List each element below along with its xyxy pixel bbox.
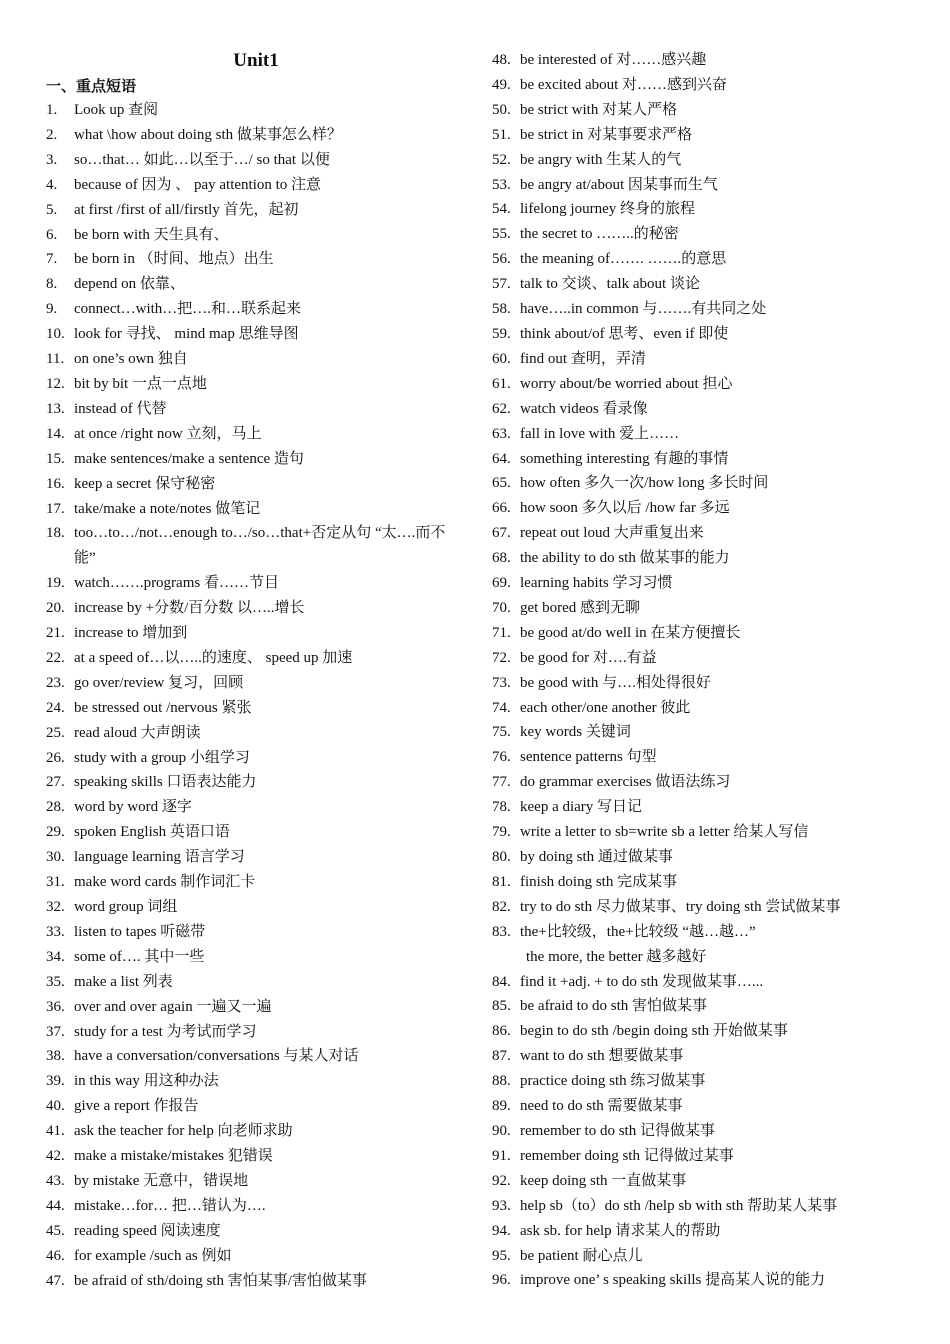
item-number: 60. [492, 350, 511, 367]
item-number: 62. [492, 400, 511, 417]
item-number: 8. [46, 276, 58, 293]
item-number: 36. [46, 998, 65, 1015]
item-text: remember to do sth 记得做某事 [520, 1122, 715, 1139]
phrase-item [492, 646, 912, 671]
item-number: 14. [46, 425, 65, 442]
item-text: have a conversation/conversations 与某人对话 [74, 1048, 359, 1065]
phrase-item [492, 422, 912, 447]
item-number: 57. [492, 276, 511, 293]
phrase-item [492, 1144, 912, 1169]
item-text: too…to…/not…enough to…/so…that+否定从句 “太….而不能” [74, 525, 446, 567]
item-number: 80. [492, 849, 511, 865]
item-number: 90. [492, 1122, 511, 1139]
phrase-item [46, 1020, 466, 1045]
phrase-item [492, 770, 912, 795]
item-number: 71. [492, 624, 511, 641]
item-number: 52. [492, 151, 511, 168]
phrase-item [46, 297, 466, 322]
item-text: be interested of 对……感兴趣 [520, 52, 707, 68]
item-text: at once /right now 立刻，马上 [74, 425, 262, 442]
phrase-item [46, 870, 466, 895]
phrase-item [492, 870, 912, 895]
item-text: instead of 代替 [74, 400, 167, 417]
item-number: 30. [46, 849, 65, 866]
item-text: the+比较级，the+比较级 “越…越…” [520, 923, 756, 940]
phrase-item [46, 1169, 466, 1194]
item-number: 78. [492, 799, 511, 816]
phrase-item [46, 472, 466, 497]
item-text: the ability to do sth 做某事的能力 [520, 550, 730, 567]
item-text: be born in （时间、地点）出生 [74, 251, 274, 268]
item-number: 74. [492, 699, 511, 716]
item-text: in this way 用这种办法 [74, 1073, 219, 1090]
item-number: 48. [492, 52, 511, 68]
item-number: 54. [492, 201, 511, 218]
item-number: 46. [46, 1247, 65, 1264]
item-text: study with a group 小组学习 [74, 749, 250, 766]
item-number: 7. [46, 251, 58, 268]
phrase-item [46, 920, 466, 945]
item-text: keep doing sth 一直做某事 [520, 1172, 687, 1189]
item-text: improve one’ s speaking skills 提高某人说的能力 [520, 1272, 826, 1289]
phrase-item [46, 820, 466, 845]
phrase-item [492, 895, 912, 920]
phrase-item [492, 970, 912, 995]
item-text: watch…….programs 看……节目 [74, 575, 279, 592]
phrase-item [492, 272, 912, 297]
item-number: 45. [46, 1222, 65, 1239]
item-text: by mistake 无意中，错误地 [74, 1172, 249, 1189]
item-number: 1. [46, 102, 58, 118]
item-text: what \how about doing sth 做某事怎么样？ [74, 126, 342, 143]
phrase-item [46, 646, 466, 671]
item-text: be born with 天生具有、 [74, 226, 229, 243]
item-text: word by word 逐字 [74, 799, 192, 816]
item-number: 43. [46, 1172, 65, 1189]
phrase-item [492, 1044, 912, 1069]
item-text: need to do sth 需要做某事 [520, 1098, 683, 1115]
phrase-item [46, 447, 466, 472]
item-number: 86. [492, 1023, 511, 1040]
item-number: 27. [46, 774, 65, 791]
item-text: connect…with…把….和…联系起来 [74, 301, 302, 318]
item-text: key words 关键词 [520, 724, 631, 741]
item-number: 75. [492, 724, 511, 741]
item-number: 89. [492, 1098, 511, 1115]
item-text: bit by bit 一点一点地 [74, 375, 207, 392]
phrase-item [492, 247, 912, 272]
item-text: find it +adj. + to do sth 发现做某事…... [520, 973, 764, 990]
item-number: 21. [46, 625, 65, 642]
item-text: speaking skills 口语表达能力 [74, 774, 257, 791]
item-text: some of…. 其中一些 [74, 948, 205, 965]
phrase-item [492, 1169, 912, 1194]
phrase-item [492, 297, 912, 322]
item-number: 3. [46, 151, 58, 168]
phrase-item [46, 422, 466, 447]
phrase-item [46, 621, 466, 646]
item-text: be excited about 对……感到兴奋 [520, 76, 728, 93]
item-text: increase to 增加到 [74, 625, 188, 642]
item-number: 22. [46, 649, 65, 666]
item-number: 34. [46, 948, 65, 965]
item-number: 17. [46, 500, 65, 517]
item-text: each other/one another 彼此 [520, 699, 691, 716]
phrase-item [46, 746, 466, 771]
item-number: 91. [492, 1147, 511, 1164]
item-text: over and over again 一遍又一遍 [74, 998, 272, 1015]
item-text: have…..in common 与…….有共同之处 [520, 301, 767, 318]
item-text: worry about/be worried about 担心 [520, 375, 733, 392]
phrase-item [46, 1244, 466, 1269]
item-number: 10. [46, 326, 65, 343]
item-text: go over/review 复习，回顾 [74, 674, 244, 691]
item-number: 84. [492, 973, 511, 990]
phrase-item [46, 1094, 466, 1119]
item-text: language learning 语言学习 [74, 849, 245, 866]
phrase-item [46, 671, 466, 696]
item-text: keep a secret 保守秘密 [74, 475, 216, 492]
item-text: because of 因为 、 pay attention to 注意 [74, 176, 322, 193]
item-text: how soon 多久以后 /how far 多远 [520, 500, 730, 517]
item-text: watch videos 看录像 [520, 400, 648, 417]
item-text: do grammar exercises 做语法练习 [520, 774, 731, 791]
phrase-list-right [492, 48, 912, 1293]
phrase-item [46, 1119, 466, 1144]
phrase-item [492, 546, 912, 571]
item-number: 61. [492, 375, 511, 392]
item-number: 23. [46, 674, 65, 691]
item-number: 33. [46, 923, 65, 940]
phrase-item [492, 397, 912, 422]
item-text: be good with 与….相处得很好 [520, 674, 711, 691]
item-number: 68. [492, 550, 511, 567]
item-text: ask the teacher for help 向老师求助 [74, 1123, 293, 1140]
item-number: 47. [46, 1272, 65, 1289]
item-number: 69. [492, 575, 511, 592]
phrase-item [492, 795, 912, 820]
item-text: be stressed out /nervous 紧张 [74, 699, 252, 716]
item-text: lifelong journey 终身的旅程 [520, 201, 695, 218]
item-text: so…that… 如此…以至于…/ so that 以便 [74, 151, 330, 168]
phrase-item [492, 372, 912, 397]
phrase-item [492, 1019, 912, 1044]
item-number: 41. [46, 1123, 65, 1140]
item-number: 95. [492, 1247, 511, 1264]
item-text: sentence patterns 句型 [520, 749, 657, 766]
phrase-item [46, 1194, 466, 1219]
item-text: something interesting 有趣的事情 [520, 450, 729, 467]
phrase-item [492, 1268, 912, 1293]
item-number: 18. [46, 525, 65, 542]
phrase-item [46, 845, 466, 870]
phrase-list-left [46, 98, 466, 1294]
phrase-item [492, 820, 912, 845]
item-number: 66. [492, 500, 511, 517]
item-number: 51. [492, 126, 511, 143]
item-number: 96. [492, 1272, 511, 1289]
item-text: talk to 交谈、talk about 谈论 [520, 276, 700, 293]
phrase-item [46, 696, 466, 721]
item-number: 76. [492, 749, 511, 766]
phrase-item [492, 148, 912, 173]
phrase-item [492, 73, 912, 98]
item-number: 6. [46, 226, 58, 243]
phrase-item [46, 571, 466, 596]
phrase-item [492, 720, 912, 745]
item-number: 20. [46, 600, 65, 617]
phrase-item [492, 1244, 912, 1269]
item-number: 2. [46, 126, 58, 143]
item-text: make sentences/make a sentence 造句 [74, 450, 304, 467]
left-column [46, 48, 466, 1294]
phrase-item [492, 347, 912, 372]
item-text: Look up 查阅 [74, 102, 159, 118]
item-text: remember doing sth 记得做过某事 [520, 1147, 734, 1164]
item-number: 37. [46, 1023, 65, 1040]
item-text: make word cards 制作词汇卡 [74, 874, 256, 891]
item-text: be angry at/about 因某事而生气 [520, 176, 718, 193]
item-number: 11. [46, 351, 65, 368]
phrase-item [492, 1069, 912, 1094]
item-number: 85. [492, 998, 511, 1015]
phrase-item [46, 372, 466, 397]
item-text: be good for 对….有益 [520, 649, 657, 666]
phrase-item [492, 471, 912, 496]
item-number: 9. [46, 301, 58, 318]
item-number: 70. [492, 599, 511, 616]
item-number: 81. [492, 873, 511, 890]
item-number: 93. [492, 1197, 511, 1214]
phrase-item [492, 521, 912, 546]
item-text: learning habits 学习习惯 [520, 575, 673, 592]
item-text: depend on 依靠、 [74, 276, 185, 293]
phrase-item [492, 322, 912, 347]
phrase-item [46, 970, 466, 995]
phrase-item [46, 198, 466, 223]
phrase-item [492, 920, 912, 945]
unit-title: Unit1 [233, 50, 279, 71]
item-text: by doing sth 通过做某事 [520, 849, 673, 865]
phrase-item [46, 795, 466, 820]
item-number: 25. [46, 724, 65, 741]
phrase-item [492, 696, 912, 721]
item-number: 65. [492, 475, 511, 492]
item-text: be strict in 对某事要求严格 [520, 126, 693, 143]
phrase-item [492, 447, 912, 472]
phrase-item [46, 895, 466, 920]
phrase-item [492, 596, 912, 621]
item-number: 67. [492, 525, 511, 542]
item-number: 28. [46, 799, 65, 816]
phrase-item [492, 222, 912, 247]
phrase-item [46, 98, 466, 123]
item-text: word group 词组 [74, 899, 178, 915]
item-number: 44. [46, 1197, 65, 1214]
phrase-item [46, 347, 466, 372]
item-number: 53. [492, 176, 511, 193]
item-number: 56. [492, 251, 511, 268]
item-text: reading speed 阅读速度 [74, 1222, 221, 1239]
item-number: 26. [46, 749, 65, 766]
item-number: 59. [492, 325, 511, 342]
item-text: practice doing sth 练习做某事 [520, 1073, 706, 1090]
phrase-item [46, 1069, 466, 1094]
item-text: want to do sth 想要做某事 [520, 1048, 684, 1065]
item-number: 79. [492, 824, 511, 841]
item-number: 31. [46, 874, 65, 891]
item-text: be patient 耐心点儿 [520, 1247, 643, 1264]
item-number: 49. [492, 76, 511, 93]
item-number: 15. [46, 450, 65, 467]
phrase-item [46, 322, 466, 347]
phrase-item [46, 1144, 466, 1169]
phrase-item [492, 845, 912, 870]
item-number: 77. [492, 774, 511, 791]
phrase-item [46, 247, 466, 272]
item-number: 29. [46, 824, 65, 841]
item-text: think about/of 思考、even if 即使 [520, 325, 729, 342]
phrase-item [492, 1094, 912, 1119]
phrase-item [492, 671, 912, 696]
item-number: 32. [46, 899, 65, 915]
item-text: get bored 感到无聊 [520, 599, 640, 616]
item-text: mistake…for… 把…错认为…. [74, 1197, 266, 1214]
section-heading: 一、重点短语 [46, 77, 137, 95]
item-text: write a letter to sb=write sb a letter 给某人写信 [520, 824, 809, 841]
item-text: read aloud 大声朗读 [74, 724, 201, 741]
item-number: 58. [492, 301, 511, 318]
item-text: make a mistake/mistakes 犯错误 [74, 1148, 273, 1165]
item-text: spoken English 英语口语 [74, 824, 230, 841]
phrase-item [492, 621, 912, 646]
item-text: finish doing sth 完成某事 [520, 873, 678, 890]
item-number: 94. [492, 1222, 511, 1239]
item-number: 19. [46, 575, 65, 592]
item-number: 50. [492, 101, 511, 118]
phrase-item [46, 1044, 466, 1069]
item-text: the meaning of……. …….的意思 [520, 251, 727, 268]
item-text: be afraid of sth/doing sth 害怕某事/害怕做某事 [74, 1272, 367, 1289]
item-number: 92. [492, 1172, 511, 1189]
phrase-item [46, 173, 466, 198]
item-number: 13. [46, 400, 65, 417]
phrase-item [492, 48, 912, 73]
item-text: ask sb. for help 请求某人的帮助 [520, 1222, 721, 1239]
phrase-item [46, 945, 466, 970]
phrase-item [46, 770, 466, 795]
phrase-item [46, 1269, 466, 1294]
item-text: look for 寻找、 mind map 思维导图 [74, 326, 299, 343]
phrase-item [492, 173, 912, 198]
item-number: 40. [46, 1098, 65, 1115]
phrase-item [46, 721, 466, 746]
item-number: 82. [492, 898, 511, 915]
item-number: 12. [46, 375, 65, 392]
item-number: 39. [46, 1073, 65, 1090]
phrase-item [46, 272, 466, 297]
item-number: 38. [46, 1048, 65, 1065]
item-text: help sb（to）do sth /help sb with sth 帮助某人某事 [520, 1197, 838, 1214]
item-number: 87. [492, 1048, 511, 1065]
item-number: 73. [492, 674, 511, 691]
item-text: be strict with 对某人严格 [520, 101, 678, 118]
item-text: make a list 列表 [74, 973, 173, 990]
phrase-item [46, 1219, 466, 1244]
item-text: give a report 作报告 [74, 1098, 199, 1115]
item-number: 72. [492, 649, 511, 666]
phrase-item [46, 397, 466, 422]
phrase-item [492, 745, 912, 770]
item-text: for example /such as 例如 [74, 1247, 232, 1264]
phrase-item [46, 596, 466, 621]
item-number: 42. [46, 1148, 65, 1165]
item-text: find out 查明，弄清 [520, 350, 646, 367]
item-text: listen to tapes 听磁带 [74, 923, 206, 940]
item-number: 16. [46, 475, 65, 492]
phrase-item [492, 197, 912, 222]
item-number: 35. [46, 973, 65, 990]
item-number: 63. [492, 425, 511, 442]
phrase-item [46, 497, 466, 522]
item-number: 4. [46, 176, 58, 193]
phrase-item [492, 123, 912, 148]
item-text: keep a diary 写日记 [520, 799, 643, 816]
phrase-item [492, 98, 912, 123]
item-text: at first /first of all/firstly 首先，起初 [74, 201, 299, 218]
item-text: begin to do sth /begin doing sth 开始做某事 [520, 1023, 788, 1040]
item-text: on one’s own 独自 [74, 351, 188, 368]
phrase-item [46, 521, 466, 571]
phrase-item [492, 1219, 912, 1244]
item-text: at a speed of…以…..的速度、 speed up 加速 [74, 649, 353, 666]
item-number: 83. [492, 923, 511, 940]
phrase-item [492, 994, 912, 1019]
item-text: try to do sth 尽力做某事、try doing sth 尝试做某事 [520, 898, 841, 915]
item-text: increase by +分数/百分数 以…..增长 [74, 600, 305, 617]
phrase-item [492, 1119, 912, 1144]
item-text: study for a test 为考试而学习 [74, 1023, 257, 1040]
item-text: be angry with 生某人的气 [520, 151, 682, 168]
item-number: 55. [492, 226, 511, 243]
phrase-item [492, 571, 912, 596]
item-text: the secret to ……..的秘密 [520, 226, 679, 243]
item-text: repeat out loud 大声重复出来 [520, 525, 704, 542]
phrase-item [46, 148, 466, 173]
item-number: 88. [492, 1073, 511, 1090]
item-text: be good at/do well in 在某方便擅长 [520, 624, 741, 641]
phrase-item-continuation: the more, the better 越多越好 [526, 948, 707, 965]
item-number: 64. [492, 450, 511, 467]
right-column [492, 48, 912, 1293]
phrase-item [46, 995, 466, 1020]
item-text: fall in love with 爱上…… [520, 425, 680, 442]
item-number: 24. [46, 699, 65, 716]
item-text: be afraid to do sth 害怕做某事 [520, 998, 708, 1015]
phrase-item [46, 223, 466, 248]
item-text: take/make a note/notes 做笔记 [74, 500, 261, 517]
item-text: how often 多久一次/how long 多长时间 [520, 475, 769, 492]
phrase-item [492, 1194, 912, 1219]
phrase-item [46, 123, 466, 148]
item-number: 5. [46, 201, 58, 218]
phrase-item [492, 496, 912, 521]
